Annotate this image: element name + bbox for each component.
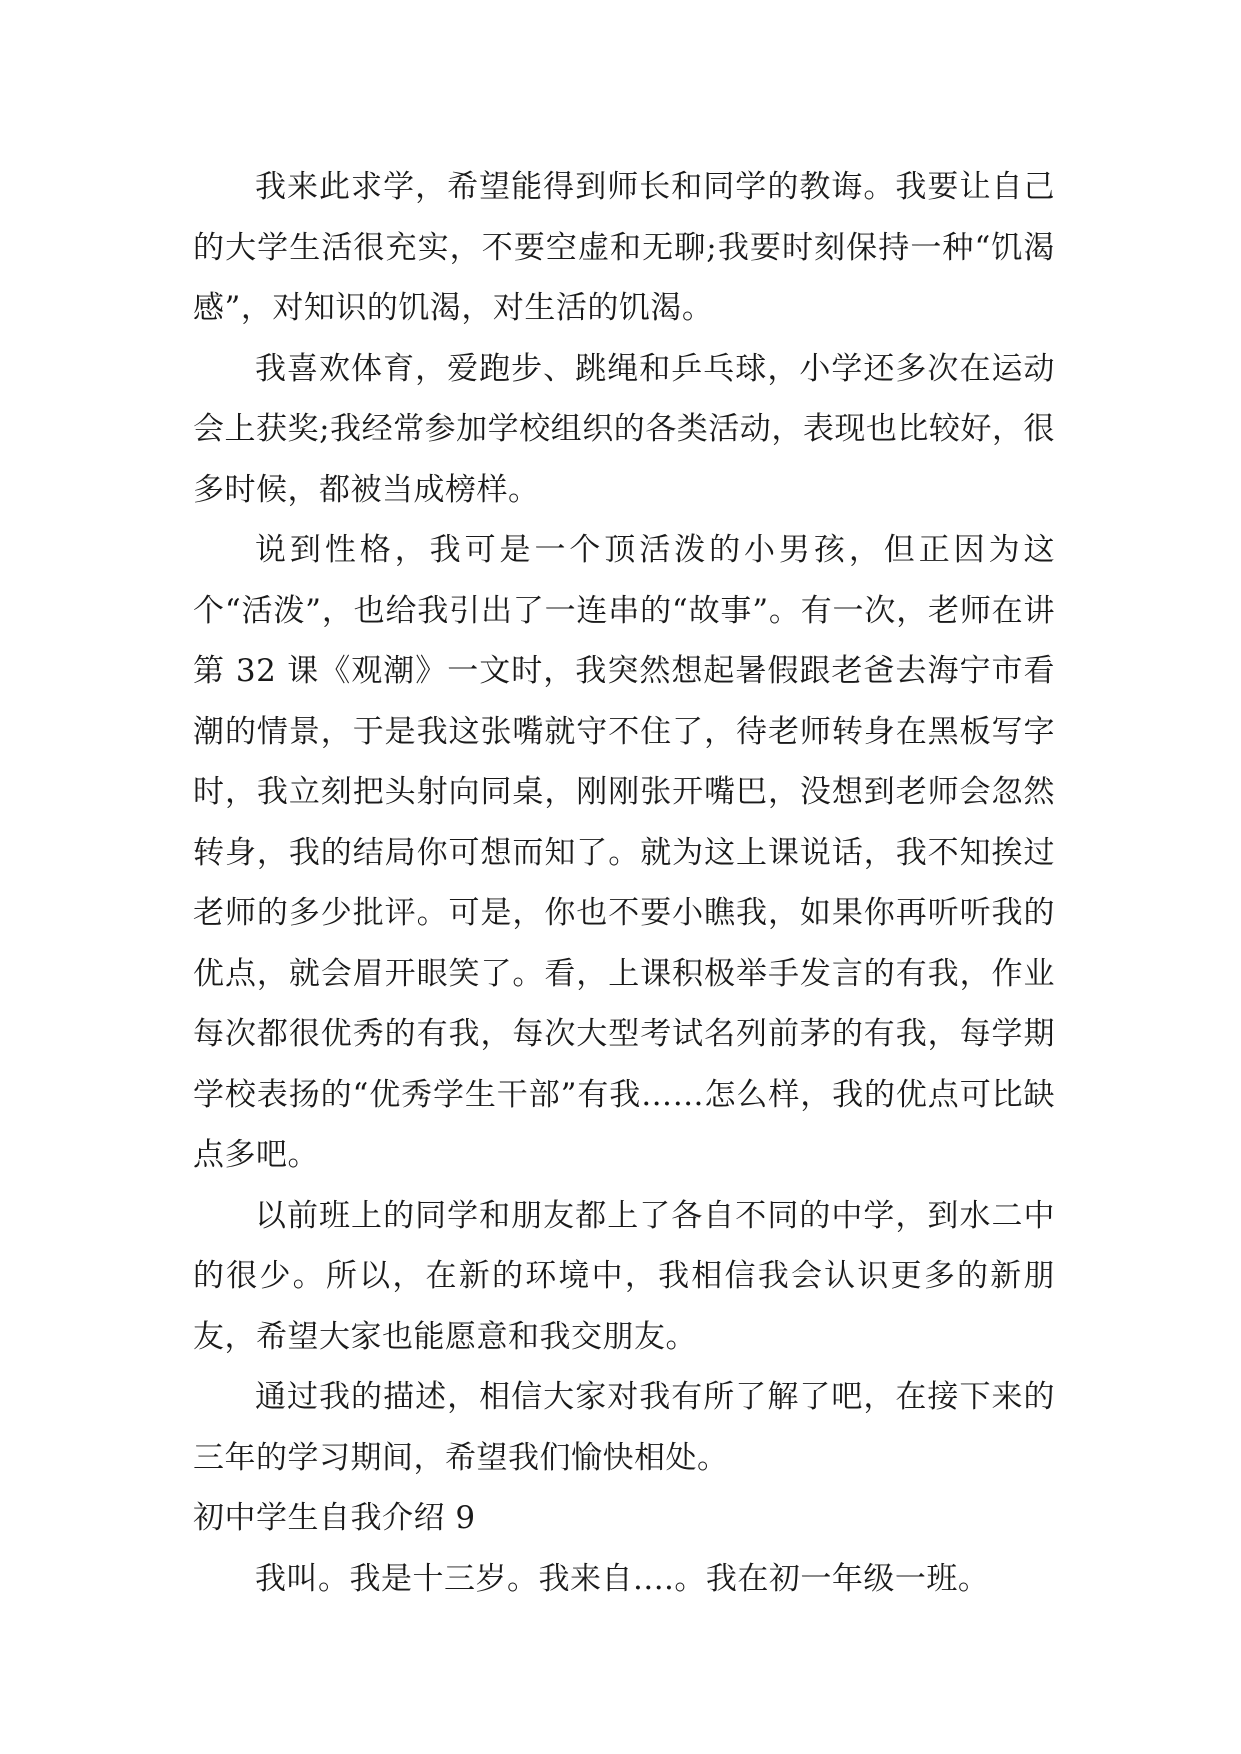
paragraph-4: 以前班上的同学和朋友都上了各自不同的中学，到水二中的很少。所以，在新的环境中，我相信我会认识更多的新朋友，希望大家也能愿意和我交朋友。 — [193, 1197, 1055, 1355]
paragraph-3: 说到性格，我可是一个顶活泼的小男孩，但正因为这个“活泼”，也给我引出了一连串的“故事”。有一次，老师在讲第 32 课《观潮》一文时，我突然想起暑假跟老爸去海宁市看潮的情景，于是我这张嘴就守不住了，待老师转身在黑板写字时，我立刻把头射向同桌，刚刚张开嘴巴，没想到老师会忽然转身，我的结局你可想而知了。就为这上课说话，我不知挨过老师的多少批评。可是，你也不要小瞧我，如果你再听听我的优点，就会眉开眼笑了。看，上课积极举手发言的有我，作业每次都很优秀的有我，每次大型考试名列前茅的有我，每学期学校表扬的“优秀学生干部”有我……怎么样，我的优点可比缺点多吧。 — [193, 532, 1055, 1173]
paragraph-2: 我喜欢体育，爱跑步、跳绳和乒乓球，小学还多次在运动会上获奖;我经常参加学校组织的各类活动，表现也比较好，很多时候，都被当成榜样。 — [193, 350, 1055, 508]
document-body — [193, 157, 1055, 1609]
paragraph-5: 通过我的描述，相信大家对我有所了解了吧，在接下来的三年的学习期间，希望我们愉快相处。 — [193, 1379, 1055, 1476]
paragraph-6: 我叫。我是十三岁。我来自....。我在初一年级一班。 — [255, 1560, 990, 1597]
section-heading: 初中学生自我介绍 9 — [193, 1500, 476, 1536]
paragraph-1: 我来此求学，希望能得到师长和同学的教诲。我要让自己的大学生活很充实，不要空虚和无聊;我要时刻保持一种“饥渴感”，对知识的饥渴，对生活的饥渴。 — [193, 169, 1055, 326]
